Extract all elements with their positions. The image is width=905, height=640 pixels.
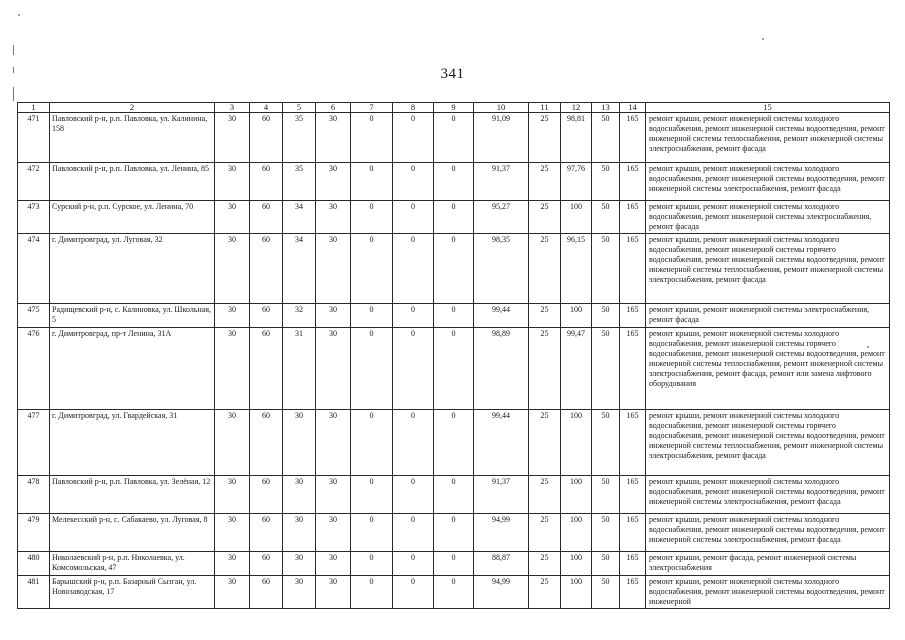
cell-c5: 35 [283,163,316,201]
cell-c14: 165 [620,552,646,576]
cell-c3: 30 [215,304,250,328]
row-number-cell: 474 [18,234,50,304]
address-cell: Барышский р-н, р.п. Базарный Сызган, ул. Новозаводская, 17 [50,576,215,609]
cell-c11: 25 [529,328,561,410]
cell-c10: 91,09 [474,113,529,163]
cell-c14: 165 [620,476,646,514]
cell-c3: 30 [215,476,250,514]
column-header: 4 [250,103,283,113]
column-header: 9 [434,103,474,113]
cell-c13: 50 [592,476,620,514]
address-cell: Радищевский р-н, с. Калиновка, ул. Школьная, 5 [50,304,215,328]
cell-c12: 100 [561,410,592,476]
table-row [18,476,890,514]
row-number-cell: 478 [18,476,50,514]
cell-c5: 30 [283,552,316,576]
address-cell: Сурский р-н, р.п. Сурское, ул. Ленина, 70 [50,201,215,234]
cell-c7: 0 [351,113,393,163]
row-number-cell: 471 [18,113,50,163]
repair-works-cell: ремонт крыши, ремонт инженерной системы холодного водоснабжения, ремонт инженерной системы водоотведения, ремонт инженерной системы электроснабжения, ремонт фасада [646,476,890,514]
address-cell: Николаевский р-н, р.п. Николаевка, ул. Комсомольская, 47 [50,552,215,576]
cell-c11: 25 [529,552,561,576]
cell-c7: 0 [351,163,393,201]
cell-c14: 165 [620,163,646,201]
address-cell: г. Димитровград, ул. Гвардейская, 31 [50,410,215,476]
repair-works-cell: ремонт крыши, ремонт инженерной системы холодного водоснабжения, ремонт инженерной системы горячего водоснабжения, ремонт инженерной системы водоотведения, ремонт инженерной системы теплоснабжения, ремонт инженерной системы электроснабжения, ремонт фасада [646,410,890,476]
repair-works-cell: ремонт крыши, ремонт фасада, ремонт инженерной системы электроснабжения [646,552,890,576]
cell-c5: 30 [283,476,316,514]
column-header: 1 [18,103,50,113]
row-number-cell: 479 [18,514,50,552]
cell-c10: 98,89 [474,328,529,410]
table-row [18,328,890,410]
table-row [18,552,890,576]
cell-c9: 0 [434,234,474,304]
cell-c3: 30 [215,552,250,576]
repair-works-cell: ремонт крыши, ремонт инженерной системы холодного водоснабжения, ремонт инженерной системы водоотведения, ремонт инженерной системы электроснабжения, ремонт фасада [646,163,890,201]
cell-c10: 91,37 [474,476,529,514]
cell-c11: 25 [529,514,561,552]
row-number-cell: 472 [18,163,50,201]
cell-c3: 30 [215,328,250,410]
cell-c14: 165 [620,234,646,304]
cell-c8: 0 [393,201,434,234]
cell-c5: 34 [283,201,316,234]
cell-c6: 30 [316,410,351,476]
cell-c12: 100 [561,514,592,552]
table-row [18,576,890,609]
cell-c13: 50 [592,410,620,476]
cell-c6: 30 [316,576,351,609]
column-header: 5 [283,103,316,113]
cell-c12: 100 [561,201,592,234]
row-number-cell: 473 [18,201,50,234]
row-number-cell: 475 [18,304,50,328]
cell-c6: 30 [316,113,351,163]
cell-c12: 100 [561,304,592,328]
cell-c10: 95,27 [474,201,529,234]
cell-c9: 0 [434,328,474,410]
cell-c6: 30 [316,476,351,514]
cell-c7: 0 [351,476,393,514]
cell-c4: 60 [250,163,283,201]
column-header: 10 [474,103,529,113]
cell-c9: 0 [434,576,474,609]
cell-c8: 0 [393,328,434,410]
column-header: 12 [561,103,592,113]
table-row [18,514,890,552]
cell-c10: 94,99 [474,576,529,609]
repair-works-cell: ремонт крыши, ремонт инженерной системы электроснабжения, ремонт фасада [646,304,890,328]
cell-c8: 0 [393,410,434,476]
cell-c5: 32 [283,304,316,328]
repair-works-cell: ремонт крыши, ремонт инженерной системы холодного водоснабжения, ремонт инженерной системы горячего водоснабжения, ремонт инженерной системы водоотведения, ремонт инженерной системы теплоснабжения, ремонт инженерной системы электроснабжения, ремонт фасада, ремонт или замена лифтового оборудования [646,328,890,410]
cell-c12: 96,15 [561,234,592,304]
cell-c14: 165 [620,514,646,552]
column-header: 7 [351,103,393,113]
cell-c13: 50 [592,328,620,410]
repair-works-cell: ремонт крыши, ремонт инженерной системы холодного водоснабжения, ремонт инженерной системы горячего водоснабжения, ремонт инженерной системы водоотведения, ремонт инженерной системы теплоснабжения, ремонт инженерной системы электроснабжения, ремонт фасада [646,234,890,304]
cell-c9: 0 [434,410,474,476]
cell-c4: 60 [250,113,283,163]
cell-c11: 25 [529,410,561,476]
cell-c14: 165 [620,201,646,234]
cell-c4: 60 [250,328,283,410]
cell-c6: 30 [316,304,351,328]
cell-c3: 30 [215,514,250,552]
cell-c4: 60 [250,304,283,328]
column-header: 6 [316,103,351,113]
cell-c10: 99,44 [474,304,529,328]
cell-c10: 98,35 [474,234,529,304]
cell-c5: 30 [283,410,316,476]
repair-works-cell: ремонт крыши, ремонт инженерной системы холодного водоснабжения, ремонт инженерной системы водоотведения, ремонт инженерной системы электроснабжения, ремонт фасада [646,514,890,552]
repair-works-cell: ремонт крыши, ремонт инженерной системы холодного водоснабжения, ремонт инженерной системы водоотведения, ремонт инженерной [646,576,890,609]
cell-c5: 31 [283,328,316,410]
cell-c7: 0 [351,514,393,552]
address-cell: г. Димитровград, пр-т Ленина, 31А [50,328,215,410]
cell-c6: 30 [316,552,351,576]
cell-c12: 100 [561,552,592,576]
cell-c7: 0 [351,201,393,234]
cell-c7: 0 [351,552,393,576]
table-row [18,201,890,234]
cell-c8: 0 [393,576,434,609]
scan-speck [18,14,20,16]
page-number: 341 [440,66,465,82]
cell-c12: 98,81 [561,113,592,163]
cell-c3: 30 [215,576,250,609]
cell-c8: 0 [393,304,434,328]
cell-c5: 34 [283,234,316,304]
cell-c6: 30 [316,514,351,552]
cell-c4: 60 [250,410,283,476]
cell-c11: 25 [529,201,561,234]
table-row [18,410,890,476]
cell-c9: 0 [434,514,474,552]
cell-c13: 50 [592,514,620,552]
cell-c13: 50 [592,576,620,609]
column-header: 2 [50,103,215,113]
cell-c4: 60 [250,514,283,552]
cell-c8: 0 [393,514,434,552]
cell-c4: 60 [250,552,283,576]
column-header: 8 [393,103,434,113]
cell-c9: 0 [434,552,474,576]
cell-c9: 0 [434,476,474,514]
cell-c11: 25 [529,576,561,609]
cell-c9: 0 [434,163,474,201]
cell-c14: 165 [620,410,646,476]
cell-c13: 50 [592,552,620,576]
address-cell: Павловский р-н, р.п. Павловка, ул. Ленина, 85 [50,163,215,201]
cell-c11: 25 [529,113,561,163]
row-number-cell: 477 [18,410,50,476]
table-row [18,304,890,328]
cell-c10: 88,87 [474,552,529,576]
address-cell: г. Димитровград, ул. Луговая, 32 [50,234,215,304]
row-number-cell: 476 [18,328,50,410]
cell-c14: 165 [620,113,646,163]
cell-c7: 0 [351,410,393,476]
address-cell: Павловский р-н, р.п. Павловка, ул. Зелёная, 12 [50,476,215,514]
cell-c13: 50 [592,163,620,201]
cell-c12: 100 [561,476,592,514]
address-cell: Мелекесский р-н, с. Сабакаево, ул. Луговая, 8 [50,514,215,552]
cell-c14: 165 [620,304,646,328]
table-row [18,113,890,163]
cell-c13: 50 [592,234,620,304]
cell-c8: 0 [393,234,434,304]
cell-c7: 0 [351,304,393,328]
row-number-cell: 480 [18,552,50,576]
cell-c9: 0 [434,304,474,328]
column-header: 14 [620,103,646,113]
cell-c3: 30 [215,113,250,163]
cell-c11: 25 [529,163,561,201]
cell-c5: 30 [283,514,316,552]
repair-works-cell: ремонт крыши, ремонт инженерной системы холодного водоснабжения, ремонт инженерной системы водоотведения, ремонт инженерной системы теплоснабжения, ремонт инженерной системы электроснабжения, ремонт фасада [646,113,890,163]
cell-c13: 50 [592,304,620,328]
cell-c10: 91,37 [474,163,529,201]
cell-c11: 25 [529,234,561,304]
cell-c12: 100 [561,576,592,609]
cell-c3: 30 [215,410,250,476]
cell-c14: 165 [620,576,646,609]
cell-c8: 0 [393,552,434,576]
cell-c8: 0 [393,113,434,163]
cell-c7: 0 [351,234,393,304]
cell-c3: 30 [215,234,250,304]
scan-speck [762,38,764,40]
cell-c11: 25 [529,476,561,514]
cell-c8: 0 [393,163,434,201]
cell-c14: 165 [620,328,646,410]
cell-c4: 60 [250,476,283,514]
cell-c10: 94,99 [474,514,529,552]
cell-c6: 30 [316,201,351,234]
cell-c11: 25 [529,304,561,328]
table-row [18,163,890,201]
cell-c13: 50 [592,201,620,234]
repair-schedule-table [17,102,890,609]
cell-c6: 30 [316,234,351,304]
cell-c4: 60 [250,201,283,234]
column-header: 3 [215,103,250,113]
column-header: 11 [529,103,561,113]
cell-c3: 30 [215,201,250,234]
cell-c4: 60 [250,576,283,609]
cell-c8: 0 [393,476,434,514]
table-row [18,234,890,304]
cell-c10: 99,44 [474,410,529,476]
cell-c6: 30 [316,328,351,410]
cell-c7: 0 [351,576,393,609]
cell-c5: 30 [283,576,316,609]
row-number-cell: 481 [18,576,50,609]
address-cell: Павловский р-н, р.п. Павловка, ул. Калинина, 158 [50,113,215,163]
cell-c9: 0 [434,113,474,163]
column-header: 13 [592,103,620,113]
column-header: 15 [646,103,890,113]
cell-c12: 99,47 [561,328,592,410]
cell-c6: 30 [316,163,351,201]
cell-c5: 35 [283,113,316,163]
cell-c13: 50 [592,113,620,163]
cell-c7: 0 [351,328,393,410]
cell-c12: 97,76 [561,163,592,201]
cell-c3: 30 [215,163,250,201]
column-number-header-row [18,103,890,113]
cell-c9: 0 [434,201,474,234]
cell-c4: 60 [250,234,283,304]
repair-works-cell: ремонт крыши, ремонт инженерной системы холодного водоснабжения, ремонт инженерной системы электроснабжения, ремонт фасада [646,201,890,234]
